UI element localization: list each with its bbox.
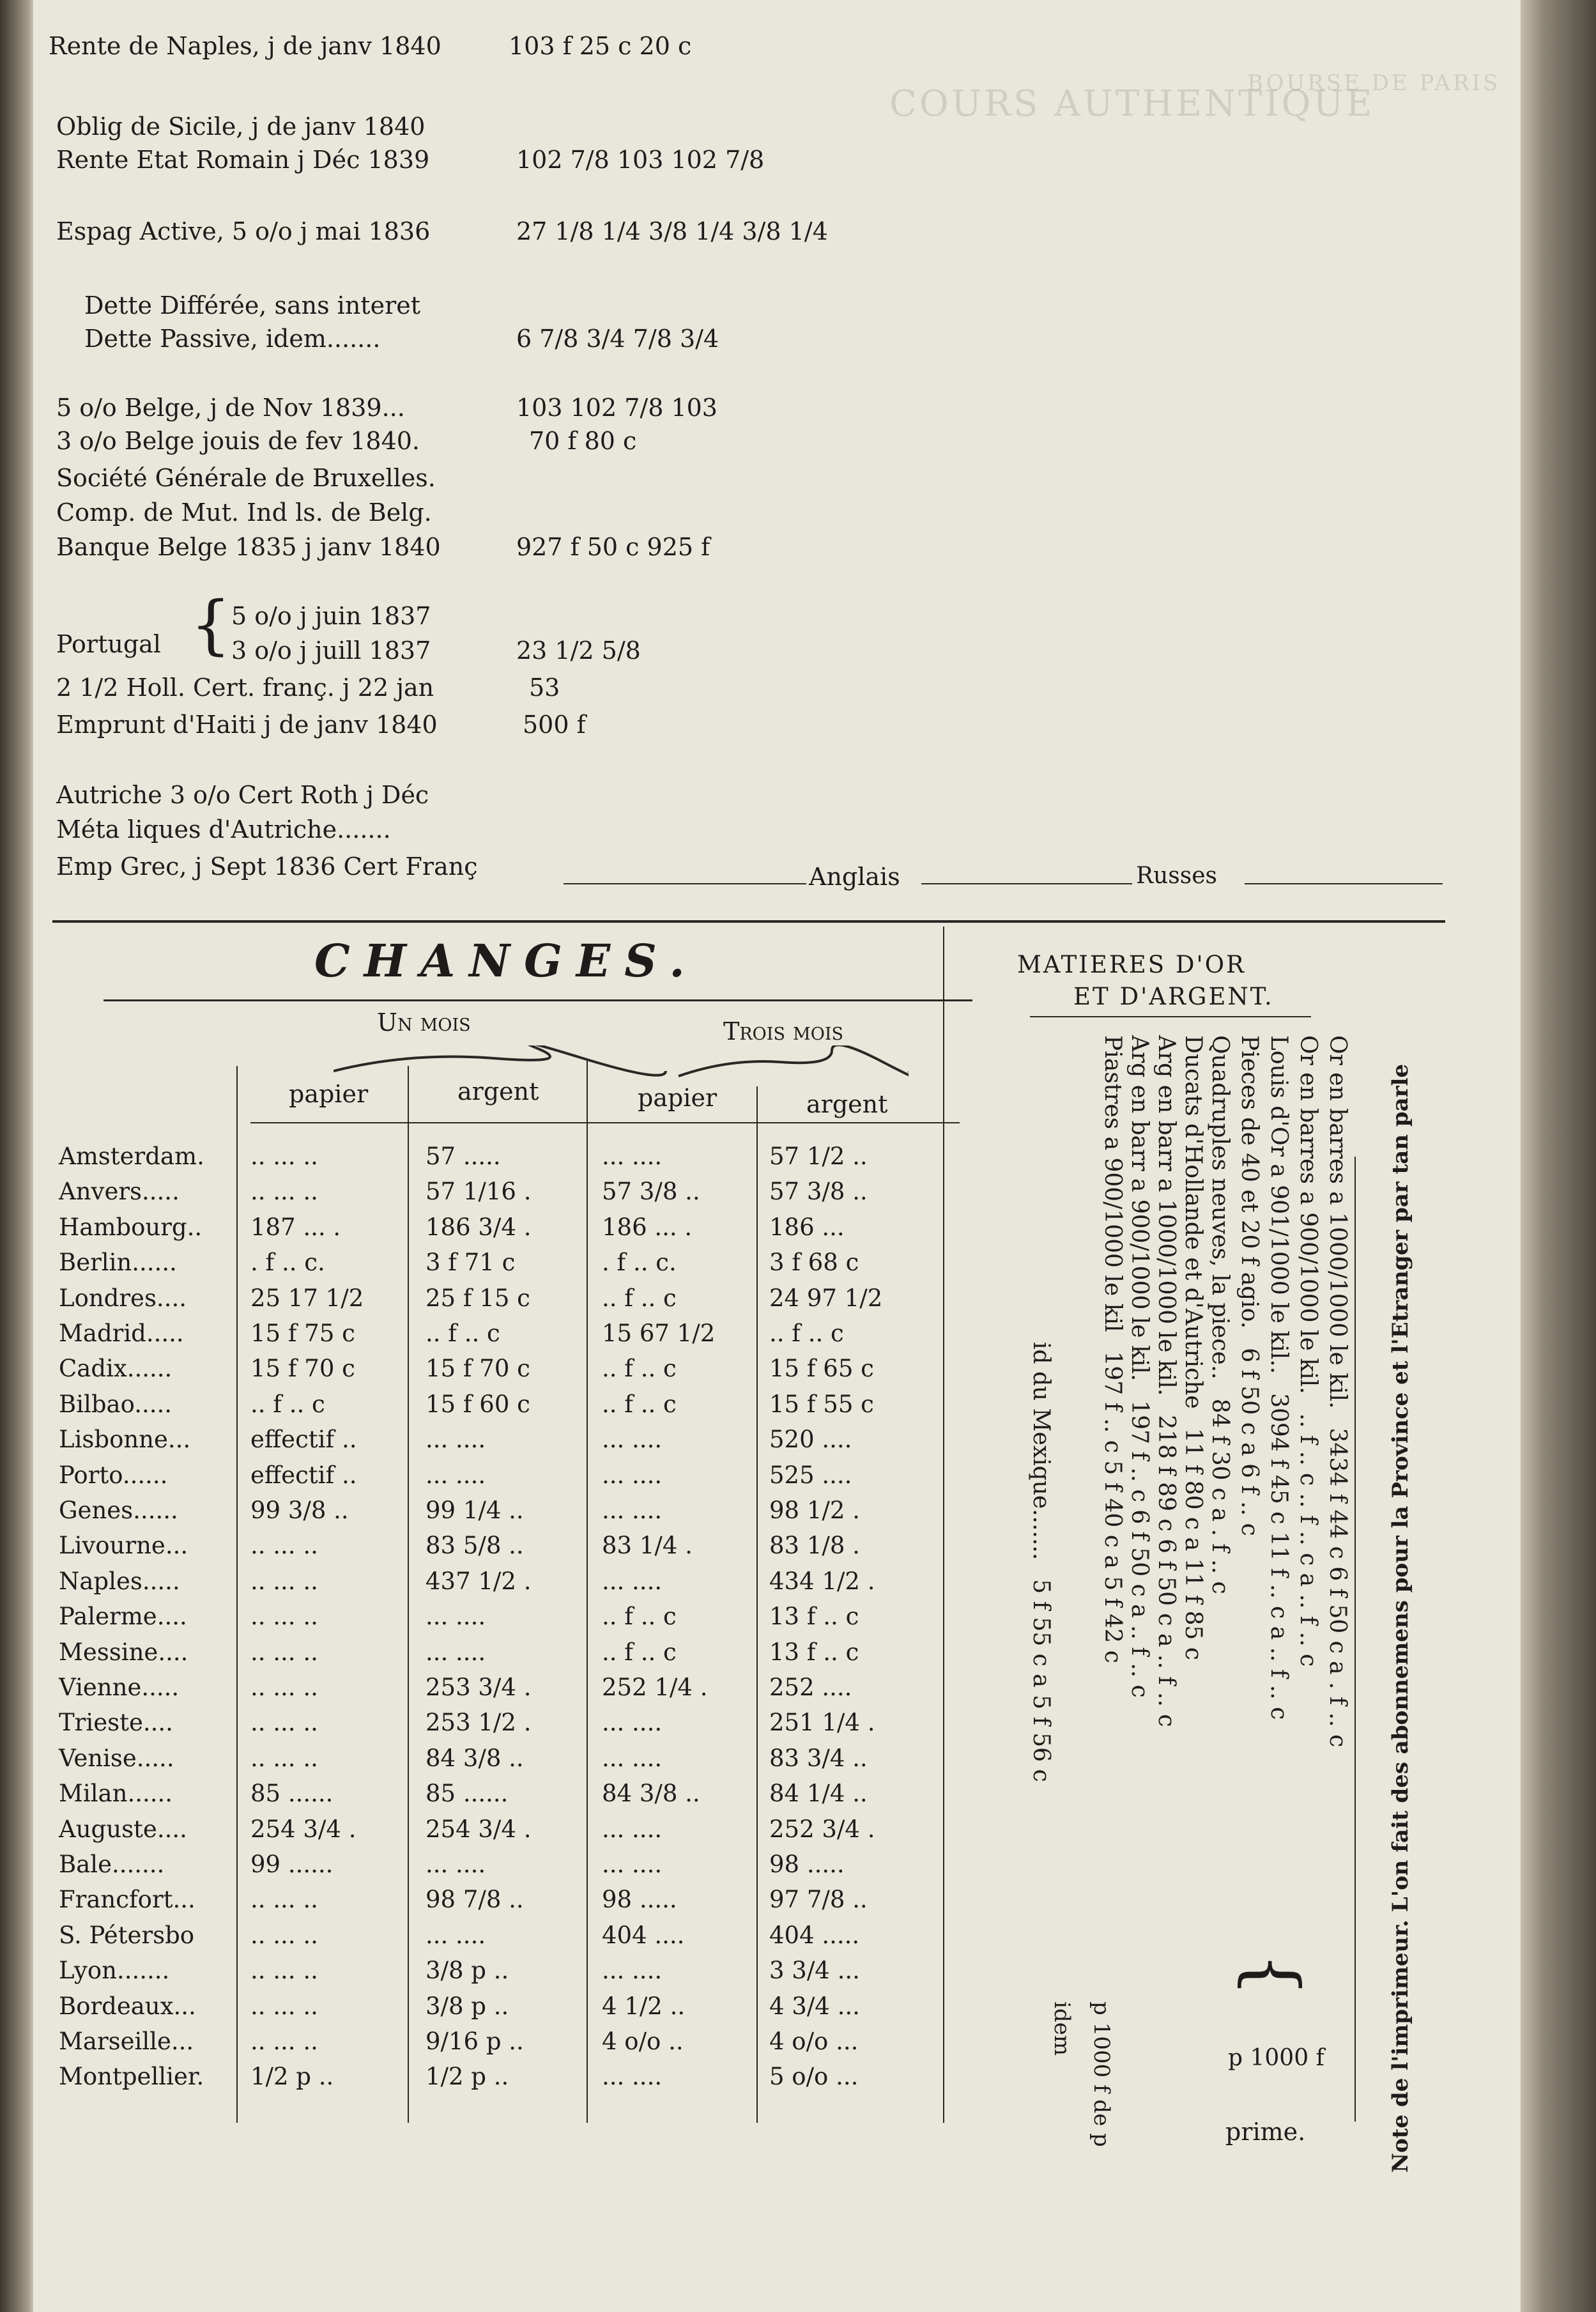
- argent-un-mois: 3/8 p ..: [426, 1992, 509, 2020]
- papier-trois-mois: .. f .. c: [602, 1603, 677, 1631]
- argent-trois-mois: 57 3/8 ..: [769, 1178, 868, 1206]
- rente-label: Dette Passive, idem.......: [84, 325, 381, 353]
- matieres-idem: idem: [1049, 2001, 1075, 2056]
- papier-trois-mois: .. f .. c: [602, 1390, 677, 1418]
- rente-label: Dette Différée, sans interet: [84, 291, 420, 320]
- header-papier-3: papier: [638, 1084, 717, 1112]
- papier-trois-mois: . f .. c.: [602, 1249, 677, 1277]
- table-row: [59, 1351, 979, 1386]
- matieres-line: [1236, 1035, 1262, 1536]
- place-name: Palerme....: [59, 1603, 187, 1631]
- table-row: [59, 1953, 979, 1988]
- papier-trois-mois: ... ....: [602, 2063, 663, 2091]
- papier-trois-mois: ... ....: [602, 1744, 663, 1772]
- matieres-line-label: Pieces de 40 et 20 f agio.: [1236, 1035, 1262, 1329]
- argent-trois-mois: 252 3/4 .: [769, 1815, 875, 1843]
- rente-label: 5 o/o j juin 1837: [231, 602, 431, 630]
- papier-un-mois: .. ... ..: [250, 1603, 318, 1631]
- section-divider: [52, 920, 1445, 923]
- argent-un-mois: 9/16 p ..: [426, 2028, 524, 2055]
- argent-un-mois: 85 ......: [426, 1780, 509, 1808]
- table-row: [59, 1670, 979, 1705]
- argent-un-mois: ... ....: [426, 1603, 486, 1631]
- papier-un-mois: 15 f 75 c: [250, 1320, 355, 1347]
- argent-trois-mois: .. f .. c: [769, 1320, 844, 1347]
- papier-trois-mois: 15 67 1/2: [602, 1320, 716, 1347]
- argent-un-mois: 84 3/8 ..: [426, 1744, 524, 1772]
- matieres-line-value: 11 f 80 c a 11 f 85 c: [1180, 1428, 1206, 1660]
- header-argent-3: argent: [806, 1090, 888, 1118]
- papier-un-mois: effectif ..: [250, 1426, 357, 1454]
- note-imprimeur: Note de l'imprimeur. L'on fait des abonnemens pour la Province et l'Etranger par tan parle: [1388, 1063, 1413, 2173]
- papier-un-mois: 25 17 1/2: [250, 1284, 364, 1312]
- papier-un-mois: 15 f 70 c: [250, 1355, 355, 1383]
- place-name: Marseille...: [59, 2028, 194, 2055]
- matieres-line-value: 197 f .. c 5 f 40 c a 5 f 42 c: [1100, 1351, 1126, 1663]
- rente-value: 103 f 25 c 20 c: [509, 32, 692, 60]
- argent-trois-mois: 3 f 68 c: [769, 1249, 859, 1277]
- papier-trois-mois: ... ....: [602, 1497, 663, 1524]
- place-name: Berlin......: [59, 1249, 177, 1277]
- papier-trois-mois: 83 1/4 .: [602, 1532, 693, 1560]
- place-name: Auguste....: [59, 1815, 187, 1843]
- header-papier-1: papier: [289, 1080, 369, 1108]
- matieres-line: [1028, 1342, 1054, 1782]
- rente-label: Banque Belge 1835 j janv 1840: [56, 533, 441, 561]
- rente-value: 500 f: [523, 711, 586, 739]
- argent-trois-mois: 98 1/2 .: [769, 1497, 860, 1524]
- papier-un-mois: .. f .. c: [250, 1390, 325, 1418]
- matieres-line-label: Arg en barr a 900/1000 le kil.: [1126, 1035, 1153, 1382]
- papier-un-mois: 99 3/8 ..: [250, 1497, 349, 1524]
- rente-label: Oblig de Sicile, j de janv 1840: [56, 112, 426, 141]
- matieres-line-value: 197 f .. c 6 f 50 c a .. f .. c: [1126, 1400, 1153, 1698]
- argent-un-mois: 437 1/2 .: [426, 1567, 532, 1595]
- argent-trois-mois: 520 ....: [769, 1426, 852, 1454]
- place-name: Anvers.....: [59, 1178, 180, 1206]
- matieres-line-value: 84 f 30 c a . f .. c: [1207, 1398, 1233, 1594]
- argent-un-mois: 99 1/4 ..: [426, 1497, 524, 1524]
- papier-trois-mois: 84 3/8 ..: [602, 1780, 700, 1808]
- papier-un-mois: 1/2 p ..: [250, 2063, 334, 2091]
- bleed-through-text: BOURSE DE PARIS: [1247, 70, 1501, 96]
- book-binding-left: [0, 0, 33, 2312]
- argent-un-mois: 83 5/8 ..: [426, 1532, 524, 1560]
- papier-trois-mois: ... ....: [602, 1957, 663, 1985]
- matieres-line: [1207, 1035, 1233, 1594]
- table-row: [59, 1174, 979, 1209]
- argent-un-mois: 57 .....: [426, 1143, 501, 1170]
- argent-un-mois: 15 f 60 c: [426, 1390, 530, 1418]
- table-row: [59, 1989, 979, 2024]
- table-row: [59, 1812, 979, 1847]
- table-row: [59, 1316, 979, 1351]
- place-name: Bordeaux...: [59, 1992, 196, 2020]
- matieres-line-value: 3434 f 44 c 6 f 50 c a . f .. c: [1324, 1428, 1351, 1748]
- argent-un-mois: ... ....: [426, 1426, 486, 1454]
- papier-trois-mois: 98 .....: [602, 1886, 677, 1914]
- papier-trois-mois: ... ....: [602, 1709, 663, 1737]
- table-row: [59, 1528, 979, 1563]
- matieres-line-value: .. f .. c .. f .. c a .. f .. c: [1295, 1413, 1321, 1667]
- papier-trois-mois: .. f .. c: [602, 1638, 677, 1666]
- place-name: Madrid.....: [59, 1320, 184, 1347]
- table-row: [59, 2024, 979, 2059]
- papier-un-mois: .. ... ..: [250, 2028, 318, 2055]
- argent-trois-mois: 13 f .. c: [769, 1638, 859, 1666]
- argent-un-mois: 186 3/4 .: [426, 1213, 532, 1241]
- table-row: [59, 1564, 979, 1599]
- papier-trois-mois: ... ....: [602, 1815, 663, 1843]
- papier-trois-mois: 4 o/o ..: [602, 2028, 684, 2055]
- argent-trois-mois: 3 3/4 ...: [769, 1957, 860, 1985]
- matieres-title: MATIERES D'OR: [1017, 951, 1246, 978]
- rente-label: Emp Grec, j Sept 1836 Cert Franç: [56, 852, 478, 881]
- place-name: Messine....: [59, 1638, 188, 1666]
- table-row: [59, 1210, 979, 1245]
- papier-trois-mois: ... ....: [602, 1143, 663, 1170]
- rente-label: Méta liques d'Autriche.......: [56, 815, 391, 844]
- matieres-brace: {: [1232, 1952, 1314, 1997]
- rente-value: 927 f 50 c 925 f: [516, 533, 710, 561]
- papier-un-mois: .. ... ..: [250, 1567, 318, 1595]
- argent-trois-mois: 57 1/2 ..: [769, 1143, 868, 1170]
- argent-un-mois: 3 f 71 c: [426, 1249, 516, 1277]
- argent-un-mois: 253 3/4 .: [426, 1674, 532, 1701]
- matieres-line-label: Louis d'Or a 901/1000 le kil..: [1266, 1035, 1292, 1375]
- matieres-line: [1126, 1035, 1153, 1698]
- book-binding-right: [1521, 0, 1596, 2312]
- argent-trois-mois: 97 7/8 ..: [769, 1886, 868, 1914]
- papier-un-mois: .. ... ..: [250, 1638, 318, 1666]
- rente-label: Rente de Naples, j de janv 1840: [49, 32, 441, 60]
- table-row: [59, 1281, 979, 1316]
- matieres-line: [1180, 1035, 1206, 1660]
- place-name: Cadix......: [59, 1355, 173, 1383]
- papier-un-mois: 99 ......: [250, 1851, 334, 1878]
- place-name: Bale.......: [59, 1851, 165, 1878]
- rente-value: 102 7/8 103 102 7/8: [516, 146, 765, 174]
- argent-un-mois: ... ....: [426, 1461, 486, 1489]
- matieres-p1000: p 1000 f: [1228, 2045, 1324, 2071]
- place-name: Hambourg..: [59, 1213, 203, 1241]
- header-rule: [250, 1122, 960, 1123]
- papier-un-mois: 254 3/4 .: [250, 1815, 357, 1843]
- table-row: [59, 1635, 979, 1670]
- header-trois-mois: Trois mois: [723, 1017, 843, 1045]
- papier-un-mois: .. ... ..: [250, 1886, 318, 1914]
- matieres-line-label: Quadruples neuves, la piece..: [1207, 1035, 1233, 1380]
- table-row: [59, 1882, 979, 1917]
- rente-label: Autriche 3 o/o Cert Roth j Déc: [56, 781, 429, 809]
- matieres-line: [1100, 1035, 1126, 1663]
- rente-label: 3 o/o Belge jouis de fev 1840.: [56, 427, 420, 455]
- matieres-line: [1266, 1035, 1292, 1720]
- grec-anglais-label: Anglais: [809, 863, 900, 891]
- document-page: [33, 0, 1521, 2312]
- rente-value: 6 7/8 3/4 7/8 3/4: [516, 325, 719, 353]
- argent-un-mois: .. f .. c: [426, 1320, 500, 1347]
- grec-russes-label: Russes: [1136, 863, 1218, 889]
- matieres-line-value: 3094 f 45 c 11 f .. c a .. f .. c: [1266, 1393, 1292, 1720]
- argent-un-mois: 3/8 p ..: [426, 1957, 509, 1985]
- argent-trois-mois: 84 1/4 ..: [769, 1780, 868, 1808]
- papier-un-mois: .. ... ..: [250, 1709, 318, 1737]
- rente-label: Rente Etat Romain j Déc 1839: [56, 146, 430, 174]
- table-row: [59, 1139, 979, 1174]
- rente-label: 2 1/2 Holl. Cert. franç. j 22 jan: [56, 674, 434, 702]
- table-row: [59, 1422, 979, 1457]
- table-row: [59, 1918, 979, 1953]
- changes-underline: [104, 999, 972, 1001]
- argent-un-mois: 15 f 70 c: [426, 1355, 530, 1383]
- matieres-line-value: 6 f 50 c a 6 f .. c: [1236, 1348, 1262, 1536]
- rente-value: 70 f 80 c: [529, 427, 637, 455]
- papier-trois-mois: ... ....: [602, 1426, 663, 1454]
- changes-title: CHANGES.: [314, 934, 699, 987]
- grec-dash-line: [564, 883, 806, 884]
- matieres-line-label: Or en barres a 900/1000 le kil.: [1295, 1035, 1321, 1394]
- place-name: Porto......: [59, 1461, 168, 1489]
- place-name: Lyon.......: [59, 1957, 170, 1985]
- papier-trois-mois: .. f .. c: [602, 1355, 677, 1383]
- place-name: Trieste....: [59, 1709, 173, 1737]
- papier-trois-mois: ... ....: [602, 1567, 663, 1595]
- matieres-line-label: Or en barres a 1000/1000 le kil.: [1324, 1035, 1351, 1409]
- matieres-prime: prime.: [1225, 2118, 1306, 2146]
- papier-un-mois: .. ... ..: [250, 1744, 318, 1772]
- argent-trois-mois: 98 .....: [769, 1851, 845, 1878]
- place-name: Vienne.....: [59, 1674, 180, 1701]
- place-name: Naples.....: [59, 1567, 180, 1595]
- argent-trois-mois: 525 ....: [769, 1461, 852, 1489]
- rente-label: Société Générale de Bruxelles.: [56, 464, 436, 492]
- matieres-line-label: Ducats d'Hollande et d'Autriche: [1180, 1035, 1206, 1409]
- argent-un-mois: 1/2 p ..: [426, 2063, 509, 2091]
- argent-trois-mois: 83 3/4 ..: [769, 1744, 868, 1772]
- place-name: Montpellier.: [59, 2063, 204, 2091]
- matieres-p1000-dep: p 1000 f de p: [1089, 2001, 1114, 2147]
- argent-trois-mois: 4 3/4 ...: [769, 1992, 860, 2020]
- argent-un-mois: ... ....: [426, 1638, 486, 1666]
- place-name: Livourne...: [59, 1532, 188, 1560]
- argent-trois-mois: 15 f 65 c: [769, 1355, 874, 1383]
- argent-trois-mois: 13 f .. c: [769, 1603, 859, 1631]
- matieres-line-value: 218 f 89 c 6 f 50 c a .. f .. c: [1153, 1415, 1179, 1727]
- header-brace-swash: [334, 1045, 909, 1077]
- argent-trois-mois: 83 1/8 .: [769, 1532, 860, 1560]
- place-name: Francfort...: [59, 1886, 196, 1914]
- argent-trois-mois: 5 o/o ...: [769, 2063, 859, 2091]
- matieres-rule: [1030, 1016, 1311, 1017]
- argent-un-mois: 253 1/2 .: [426, 1709, 532, 1737]
- argent-trois-mois: 15 f 55 c: [769, 1390, 874, 1418]
- papier-un-mois: .. ... ..: [250, 1921, 318, 1949]
- table-row: [59, 1847, 979, 1882]
- rente-label: Comp. de Mut. Ind ls. de Belg.: [56, 498, 432, 527]
- papier-trois-mois: .. f .. c: [602, 1284, 677, 1312]
- papier-trois-mois: 252 1/4 .: [602, 1674, 708, 1701]
- argent-trois-mois: 434 1/2 .: [769, 1567, 875, 1595]
- argent-trois-mois: 251 1/4 .: [769, 1709, 875, 1737]
- rente-value: 103 102 7/8 103: [516, 394, 717, 422]
- papier-trois-mois: 57 3/8 ..: [602, 1178, 700, 1206]
- table-row: [59, 1705, 979, 1740]
- matieres-line-label: id du Mexique.......: [1028, 1342, 1054, 1561]
- portugal-brace: {: [190, 587, 231, 662]
- header-argent-1: argent: [457, 1077, 539, 1106]
- papier-un-mois: 187 ... .: [250, 1213, 341, 1241]
- table-row: [59, 1599, 979, 1634]
- argent-trois-mois: 186 ...: [769, 1213, 845, 1241]
- argent-trois-mois: 252 ....: [769, 1674, 852, 1701]
- rente-value: 53: [529, 674, 560, 702]
- papier-un-mois: .. ... ..: [250, 1532, 318, 1560]
- place-name: S. Pétersbo: [59, 1921, 195, 1949]
- grec-dash-line: [1245, 883, 1443, 884]
- rente-value: 27 1/8 1/4 3/8 1/4 3/8 1/4: [516, 217, 828, 245]
- rente-label: 3 o/o j juill 1837: [231, 636, 431, 665]
- papier-trois-mois: 4 1/2 ..: [602, 1992, 686, 2020]
- place-name: Venise.....: [59, 1744, 174, 1772]
- rente-label: Portugal: [56, 630, 161, 658]
- papier-un-mois: .. ... ..: [250, 1957, 318, 1985]
- table-row: [59, 1458, 979, 1493]
- matieres-line-value: 5 f 55 c a 5 f 56 c: [1028, 1579, 1054, 1782]
- papier-trois-mois: ... ....: [602, 1851, 663, 1878]
- argent-trois-mois: 4 o/o ...: [769, 2028, 859, 2055]
- table-row: [59, 1493, 979, 1528]
- papier-trois-mois: ... ....: [602, 1461, 663, 1489]
- bleed-through-text: COURS AUTHENTIQUE: [889, 83, 1375, 125]
- rente-label: Espag Active, 5 o/o j mai 1836: [56, 217, 431, 245]
- matieres-subtitle: ET D'ARGENT.: [1073, 983, 1274, 1010]
- argent-un-mois: ... ....: [426, 1921, 486, 1949]
- table-row: [59, 1776, 979, 1811]
- argent-un-mois: 25 f 15 c: [426, 1284, 530, 1312]
- place-name: Lisbonne...: [59, 1426, 191, 1454]
- note-rule: [1354, 1157, 1356, 2122]
- header-un-mois: Un mois: [377, 1008, 471, 1037]
- place-name: Amsterdam.: [59, 1143, 204, 1170]
- table-row: [59, 1741, 979, 1776]
- matieres-line: [1324, 1035, 1351, 1747]
- papier-un-mois: 85 ......: [250, 1780, 334, 1808]
- matieres-line: [1295, 1035, 1321, 1667]
- argent-un-mois: 57 1/16 .: [426, 1178, 532, 1206]
- matieres-line: [1153, 1035, 1179, 1727]
- rente-label: Emprunt d'Haiti j de janv 1840: [56, 711, 438, 739]
- argent-un-mois: 98 7/8 ..: [426, 1886, 524, 1914]
- table-row: [59, 2059, 979, 2094]
- papier-un-mois: .. ... ..: [250, 1992, 318, 2020]
- table-row: [59, 1245, 979, 1280]
- place-name: Genes......: [59, 1497, 178, 1524]
- grec-dash-line: [921, 883, 1132, 884]
- papier-un-mois: .. ... ..: [250, 1178, 318, 1206]
- place-name: Milan......: [59, 1780, 173, 1808]
- argent-trois-mois: 404 .....: [769, 1921, 860, 1949]
- argent-un-mois: ... ....: [426, 1851, 486, 1878]
- argent-un-mois: 254 3/4 .: [426, 1815, 532, 1843]
- rente-label: 5 o/o Belge, j de Nov 1839...: [56, 394, 405, 422]
- papier-trois-mois: 404 ....: [602, 1921, 685, 1949]
- matieres-line-label: Arg en barr a 1000/1000 le kil.: [1153, 1035, 1179, 1396]
- papier-un-mois: . f .. c.: [250, 1249, 325, 1277]
- argent-trois-mois: 24 97 1/2: [769, 1284, 883, 1312]
- place-name: Bilbao.....: [59, 1390, 173, 1418]
- table-row: [59, 1387, 979, 1422]
- rente-value: 23 1/2 5/8: [516, 636, 641, 665]
- papier-un-mois: .. ... ..: [250, 1674, 318, 1701]
- papier-un-mois: .. ... ..: [250, 1143, 318, 1170]
- place-name: Londres....: [59, 1284, 187, 1312]
- papier-trois-mois: 186 ... .: [602, 1213, 693, 1241]
- papier-un-mois: effectif ..: [250, 1461, 357, 1489]
- matieres-line-label: Piastres a 900/1000 le kil: [1100, 1035, 1126, 1332]
